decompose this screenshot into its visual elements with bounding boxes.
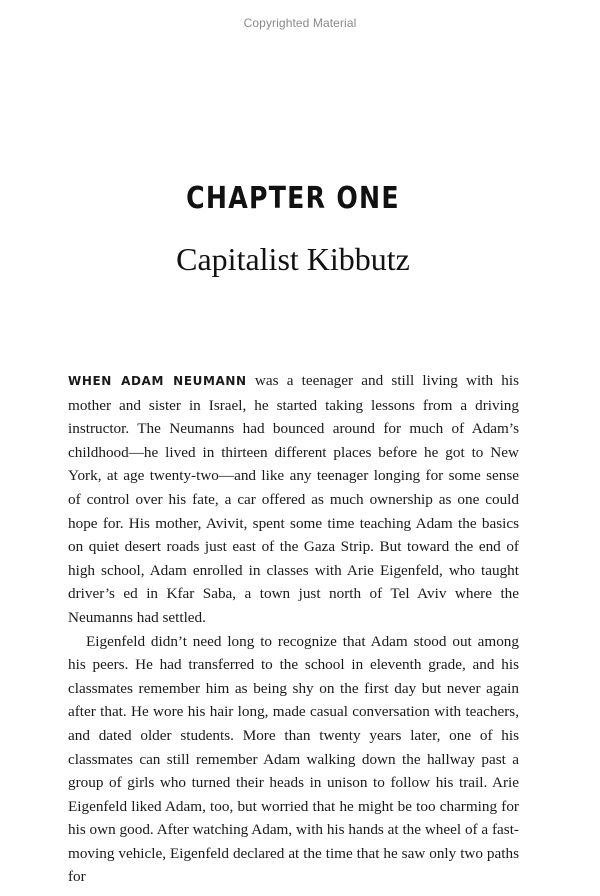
chapter-body-text <box>68 369 519 889</box>
paragraph <box>68 369 519 630</box>
chapter-title: Capitalist Kibbutz <box>176 241 410 277</box>
chapter-number-heading: CHAPTER ONE <box>186 181 400 216</box>
copyright-watermark: Copyrighted Material <box>243 16 357 30</box>
paragraph-text: was a teenager and still living with his mother and sister in Israel, he started taking lessons from a driving instructor. The Neumanns had bounced around for much of Adam’s childhood—he lived in thirteen different places before he got to New York, at age twenty-two—and like any teenager longing for some sense of control over his fate, a car offered as much ownership as one could hope for. His mother, Avivit, spent some time teaching Adam the basics on quiet desert roads just east of the Gaza Strip. But toward the end of high school, Adam enrolled in classes with Arie Eigenfeld, who taught driver’s ed in Kfar Saba, a town just north of Tel Aviv where the Neumanns had settled. <box>68 372 519 626</box>
lead-in-small-caps: WHEN ADAM NEUMANN <box>68 374 247 388</box>
paragraph: Eigenfeld didn’t need long to recognize that Adam stood out among his peers. He had transferred to the school in eleventh grade, and his classmates remember him as being shy on the first day but never again after that. He wore his hair long, made casual conversation with teachers, and dated older students. More than twenty years later, one of his classmates can still remember Adam walking down the hallway past a group of girls who turned their heads in unison to follow his trail. Arie Eigenfeld liked Adam, too, but worried that he might be too charming for his own good. After watching Adam, with his hands at the wheel of a fast-moving vehicle, Eigenfeld declared at the time that he saw only two paths for <box>68 632 519 886</box>
